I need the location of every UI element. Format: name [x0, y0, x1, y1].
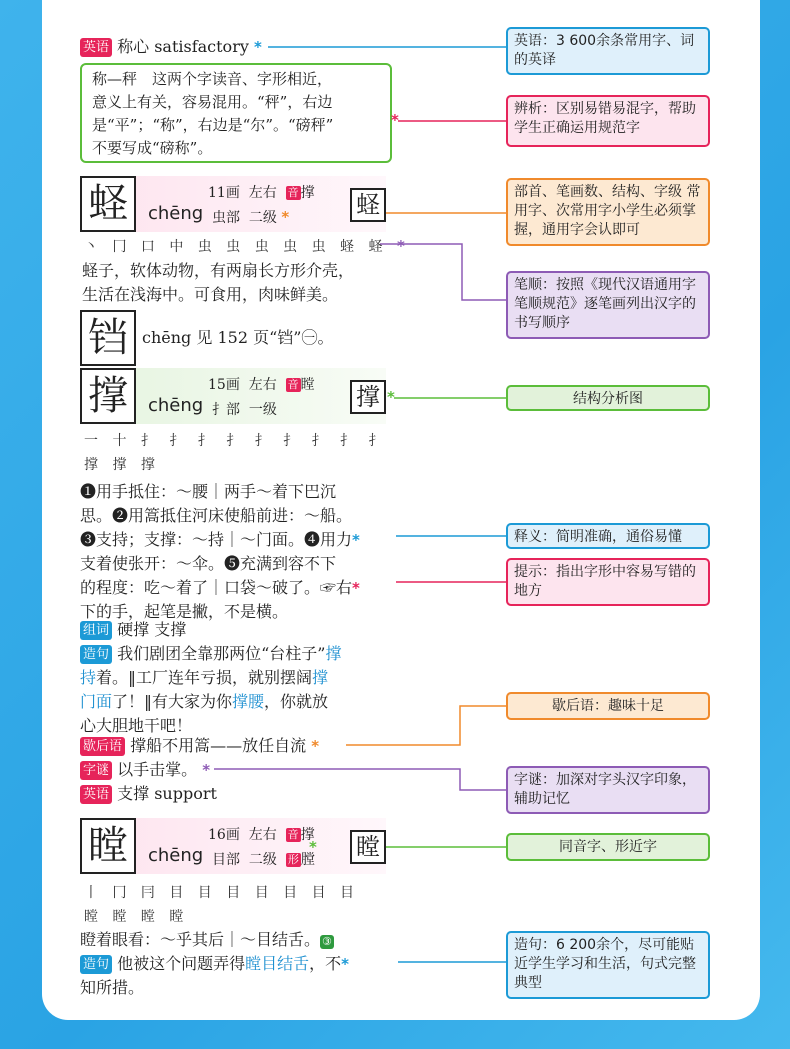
radical: 扌部: [212, 402, 240, 418]
xiehouyu-text: 撑船不用篙——放任自流: [130, 736, 307, 755]
asterisk-icon: *: [341, 955, 350, 973]
stroke-count: 16画: [208, 827, 240, 843]
connector-zimi: [214, 769, 506, 790]
asterisk-icon: *: [391, 111, 399, 129]
homophone-char: 撑: [300, 827, 315, 843]
asterisk-icon: *: [281, 208, 290, 226]
note-zimi: 字谜：加深对字头汉字印象，辅助记忆: [506, 766, 710, 814]
note-meaning: 释义：简明准确，通俗易懂: [506, 523, 710, 549]
headword-char: 铛: [80, 310, 136, 366]
note-hint: 提示：指出字形中容易写错的地方: [506, 558, 710, 606]
asterisk-icon: *: [202, 761, 211, 779]
char-level: 二级: [248, 210, 277, 226]
note-radical: 部首、笔画数、结构、字级 常用字、次常用字小学生必须掌握，通用字会认即可: [506, 178, 710, 246]
analysis-line: 是“平”；“称”，右边是“尔”。“磅秤”: [92, 116, 334, 134]
radical-info: [212, 849, 315, 869]
note-order: 笔顺：按照《现代汉语通用字笔顺规范》逐笔画列出汉字的书写顺序: [506, 271, 710, 339]
asterisk-icon: *: [352, 579, 360, 597]
stroke-order: 一 十 扌 扌 扌 扌 扌 扌 扌 扌 扌: [84, 433, 388, 449]
asterisk-icon: *: [311, 737, 320, 755]
note-homophone: 同音字、形近字: [506, 833, 710, 861]
english-row: [80, 782, 217, 806]
structure-type: 左右: [248, 185, 277, 201]
stroke-count: 15画: [208, 377, 240, 393]
asterisk-icon: *: [396, 237, 405, 255]
zaoju-text: 了！‖有大家为你: [112, 692, 233, 711]
stroke-info: [208, 182, 315, 202]
connector-xiehouyu: [346, 706, 506, 745]
stroke-order: 瞠 瞠 瞠 瞠: [84, 909, 189, 925]
definition-line: [80, 576, 360, 600]
zaoju-line: [80, 666, 342, 690]
definition-line: 生活在浅海中。可食用，肉味鲜美。: [82, 285, 339, 304]
note-analysis: 辨析：区别易错易混字，帮助学生正确运用规范字: [506, 95, 710, 147]
stroke-info: [208, 374, 315, 394]
char-header-4: [80, 818, 386, 874]
definition-text: 的程度：吃～着了｜口袋～破了。☞右: [80, 578, 353, 597]
analysis-line: 称—秤 这两个字读音、字形相近，: [92, 70, 333, 88]
homophone-tag: 音: [287, 378, 299, 391]
homophone-char: 撑: [300, 185, 315, 201]
english-entry-text: 称心 satisfactory: [117, 37, 249, 56]
pinyin: chēng: [148, 845, 204, 866]
definition-line: 蛏子，软体动物，有两扇长方形介壳，: [82, 261, 355, 280]
pinyin: chēng: [148, 395, 204, 416]
structure-char: 蛏: [350, 188, 386, 222]
structure-type: 左右: [248, 827, 277, 843]
xiehouyu-row: [80, 734, 319, 758]
english-tag: 英语: [80, 38, 112, 57]
note-sentence: 造句：6 200余个，尽可能贴近学生学习和生活，句式完整典型: [506, 931, 710, 999]
zimi-tag: 字谜: [80, 761, 112, 780]
definition-line: [80, 528, 360, 552]
zaoju-tag: 造句: [80, 955, 112, 974]
homophone-char: 瞠: [300, 377, 315, 393]
structure-char: 瞠: [350, 830, 386, 864]
english-tag: 英语: [80, 785, 112, 804]
headword-char: 蛏: [80, 176, 136, 232]
zaoju-text: ，不: [309, 954, 342, 973]
zaoju-highlight: 撑腰: [232, 692, 265, 711]
zaoju-line: 心大胆地干吧！: [80, 716, 193, 735]
pinyin: chēng: [148, 203, 204, 224]
zaoju-text: 着。‖工厂连年亏损，就别摆阔: [96, 668, 313, 687]
stroke-order: [84, 236, 405, 256]
idiom-badge: ③: [322, 935, 332, 948]
radical: 目部: [212, 852, 240, 868]
stroke-count: 11画: [208, 185, 240, 201]
char-level: 一级: [248, 402, 277, 418]
note-xiehouyu: 歇后语：趣味十足: [506, 692, 710, 720]
asterisk-icon: *: [387, 388, 395, 406]
stroke-order: 撑 撑 撑: [84, 457, 160, 473]
headword-char: 撑: [80, 368, 136, 424]
definitions-3: [80, 480, 360, 624]
note-english: 英语：3 600余条常用字、词的英译: [506, 27, 710, 75]
definition-4: [80, 928, 334, 952]
zimi-text: 以手击掌。: [117, 760, 198, 779]
radical: 虫部: [212, 210, 240, 226]
shape-tag: 形: [287, 853, 299, 866]
definition-text: ❸支持；支撑：～持｜～门面。❹用力: [80, 530, 353, 549]
analysis-line: 意义上有关，容易混用。“秤”，右边: [92, 93, 333, 111]
stroke-info: [208, 824, 315, 844]
structure-char: 撑: [350, 380, 386, 414]
zaoju-line: [80, 690, 342, 714]
zaoju-highlight: 门面: [80, 692, 113, 711]
char-level: 二级: [248, 852, 277, 868]
homophone-tag: 音: [287, 186, 299, 199]
asterisk-icon: *: [352, 531, 360, 549]
headword-char: 瞠: [80, 818, 136, 874]
zaoju-highlight: 撑: [312, 668, 329, 687]
zuci-text: 硬撑 支撑: [117, 620, 187, 639]
zaoju-text: 我们剧团全靠那两位“台柱子”: [117, 644, 326, 663]
zaoju-block-4: [80, 952, 349, 1000]
zaoju-line: [80, 952, 349, 976]
stroke-order: 丨 冂 冃 目 目 目 目 目 目 目: [84, 885, 360, 901]
zaoju-highlight: 撑: [325, 644, 342, 663]
zaoju-text: 他被这个问题弄得: [117, 954, 246, 973]
zuci-row: [80, 618, 186, 642]
radical-info: [212, 399, 277, 419]
definition-text: 瞪着眼看：～乎其后｜～目结舌。: [80, 930, 321, 949]
english-text: 支撑 support: [117, 784, 217, 803]
xiehouyu-tag: 歇后语: [80, 737, 125, 756]
zaoju-highlight: 持: [80, 668, 97, 687]
char-header-3: [80, 368, 386, 424]
analysis-box: [80, 63, 392, 163]
definition-line: 支着使张开：～伞。❺充满到容不下: [80, 554, 337, 573]
zaoju-line: 知所措。: [80, 978, 145, 997]
analysis-line: 不要写成“磅称”。: [92, 139, 213, 157]
definition-line: ❶用手抵住：～腰｜两手～着下巴沉: [80, 482, 337, 501]
zaoju-tag: 造句: [80, 645, 112, 664]
zuci-tag: 组词: [80, 621, 112, 640]
english-entry-top: [80, 35, 262, 59]
asterisk-icon: *: [309, 838, 317, 856]
structure-type: 左右: [248, 377, 277, 393]
char-header-1: [80, 176, 386, 232]
char2-crossref: chēng 见 152 页“铛”㊀。: [142, 328, 334, 347]
shape-char: 膛: [300, 852, 315, 868]
zaoju-text: ，你就放: [264, 692, 329, 711]
note-structure: 结构分析图: [506, 385, 710, 411]
zaoju-block: [80, 642, 342, 738]
zaoju-highlight: 瞠目结舌: [245, 954, 310, 973]
asterisk-icon: *: [253, 38, 262, 56]
stroke-order-text: 丶 冂 口 中 虫 虫 虫 虫 虫 蛏 蛏: [84, 239, 388, 255]
definition-1: [82, 259, 354, 307]
radical-info: [212, 207, 289, 227]
definition-line: 思。❷用篙抵住河床使船前进：～船。: [80, 506, 353, 525]
zaoju-line: [80, 642, 342, 666]
homophone-tag: 音: [287, 828, 299, 841]
definition-line: 下的手，起笔是撇，不是横。: [80, 602, 289, 621]
zimi-row: [80, 758, 210, 782]
